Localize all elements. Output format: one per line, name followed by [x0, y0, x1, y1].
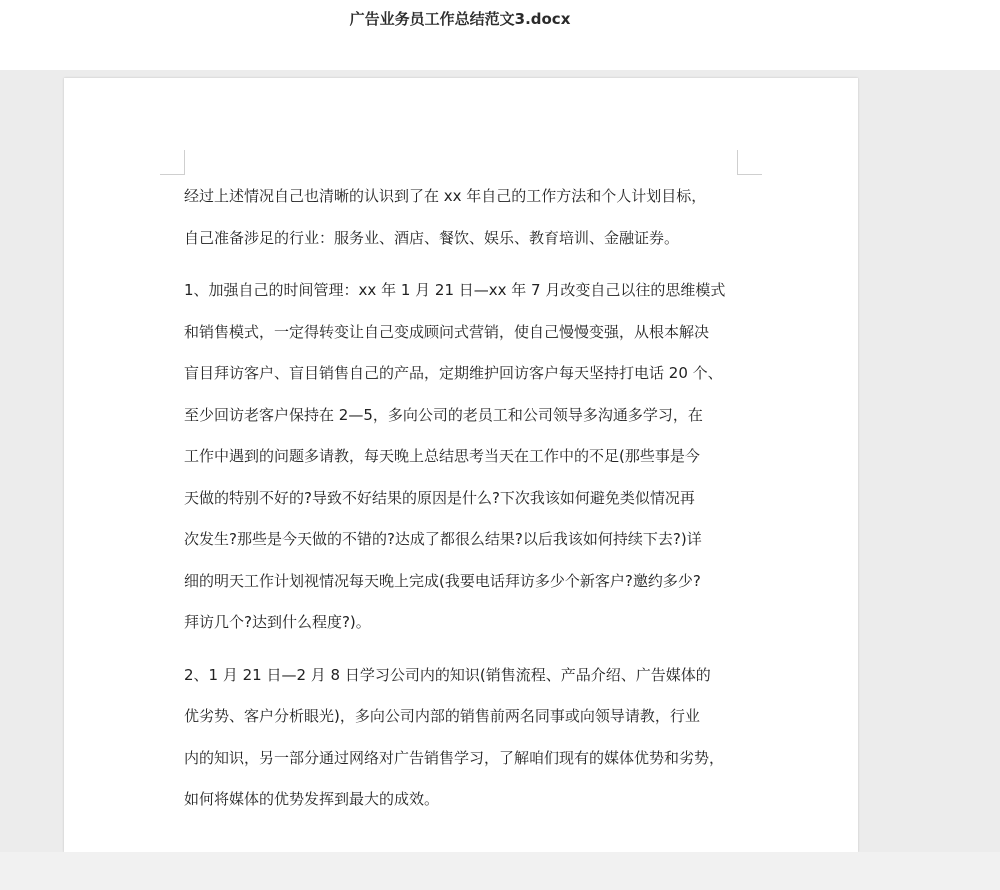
- text-line: 如何将媒体的优势发挥到最大的成效。: [184, 790, 440, 808]
- text-line: 内的知识，另一部分通过网络对广告销售学习，了解咱们现有的媒体优势和劣势，: [184, 748, 725, 767]
- text-line: 拜访几个?达到什么程度?)。: [184, 613, 371, 631]
- status-bar: [0, 852, 1000, 890]
- document-page[interactable]: [64, 78, 858, 852]
- paragraph: [184, 655, 744, 821]
- text-line: 经过上述情况自己也清晰的认识到了在 xx 年自己的工作方法和个人计划目标，: [184, 187, 707, 205]
- paragraph: [184, 270, 744, 644]
- text-line: 自己准备涉足的行业：服务业、酒店、餐饮、娱乐、教育培训、金融证券。: [184, 228, 680, 247]
- text-line: 细的明天工作计划视情况每天晚上完成(我要电话拜访多少个新客户?邀约多少?: [184, 571, 701, 590]
- document-title: 广告业务员工作总结范文3.docx: [349, 10, 571, 28]
- text-line: 至少回访老客户保持在 2—5，多向公司的老员工和公司领导多沟通多学习，在: [184, 405, 703, 424]
- text-line: 工作中遇到的问题多请教，每天晚上总结思考当天在工作中的不足(那些事是今: [184, 447, 700, 465]
- margin-corner-top-left: [160, 150, 185, 175]
- document-body[interactable]: [184, 176, 744, 832]
- title-bar: [0, 0, 1000, 70]
- text-line: 2、1 月 21 日—2 月 8 日学习公司内的知识(销售流程、产品介绍、广告媒体的: [184, 665, 711, 684]
- text-line: 天做的特别不好的?导致不好结果的原因是什么?下次我该如何避免类似情况再: [184, 488, 695, 507]
- text-line: 盲目拜访客户、盲目销售自己的产品，定期维护回访客户每天坚持打电话 20 个、: [184, 364, 723, 382]
- text-line: 1、加强自己的时间管理：xx 年 1 月 21 日—xx 年 7 月改变自己以往的思维模式: [184, 281, 726, 299]
- text-line: 次发生?那些是今天做的不错的?达成了都很么结果?以后我该如何持续下去?)详: [184, 530, 702, 548]
- paragraph: [184, 176, 744, 259]
- text-line: 优劣势、客户分析眼光)，多向公司内部的销售前两名同事或向领导请教，行业: [184, 707, 700, 725]
- text-line: 和销售模式，一定得转变让自己变成顾问式营销，使自己慢慢变强，从根本解决: [184, 322, 710, 341]
- margin-corner-top-right: [737, 150, 762, 175]
